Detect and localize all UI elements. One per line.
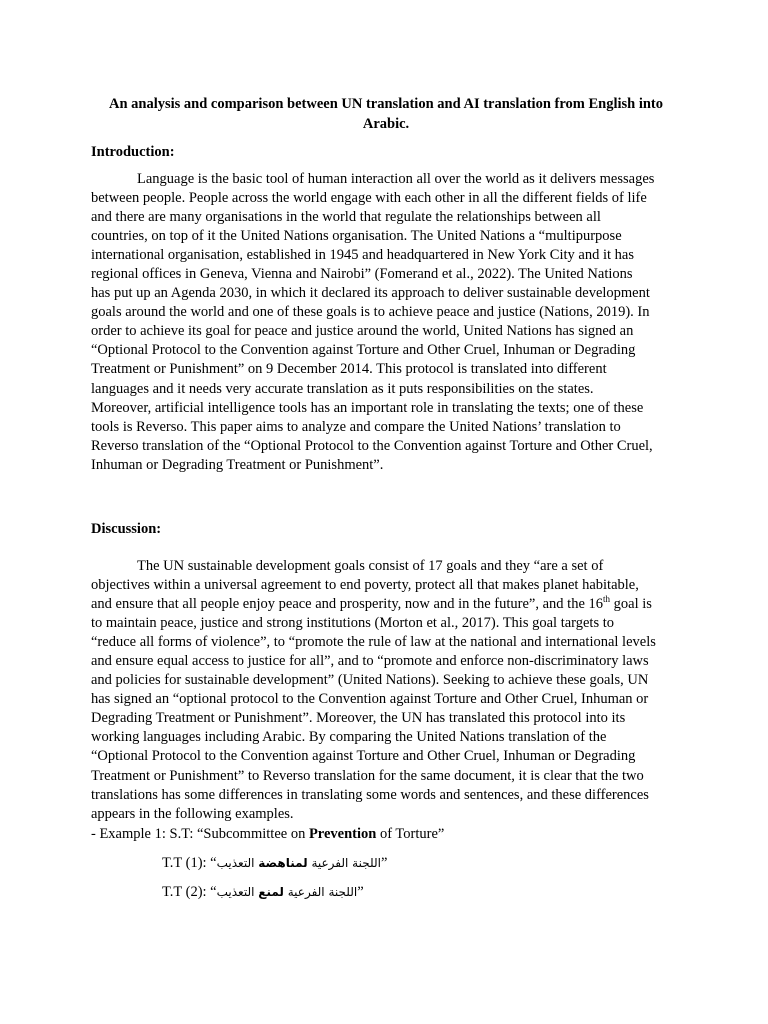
discussion-paragraph [91,557,691,824]
paragraph-line: and ensure equal access to justice for all”, and to “promote and enforce non-discriminatory laws [91,653,649,670]
introduction-heading: Introduction: [91,144,175,160]
example-1-target-2 [162,882,364,902]
paragraph-line: between people. People across the world engage with each other in all the different fields of life [91,190,647,207]
arabic-pre: اللجنة الفرعية [283,885,358,899]
example-1-source [91,824,444,844]
introduction-paragraph [91,170,691,475]
paragraph-line [91,595,691,614]
ordinal-superscript: th [603,594,611,605]
paragraph-line: working languages including Arabic. By comparing the United Nations translation of the [91,729,607,746]
paragraph-line: appears in the following examples. [91,805,294,822]
paragraph-line: has signed an “optional protocol to the Convention against Torture and Other Cruel, Inhuman or [91,691,649,708]
line-text: and ensure that all people enjoy peace and prosperity, now and in the future”, and the 16 [91,596,604,613]
paragraph-line: objectives within a universal agreement to end poverty, protect all that makes planet habitable, [91,577,639,594]
paragraph-line: goals around the world and one of these goals is to achieve peace and justice (Nations, 2019). In [91,304,650,321]
arabic-post: التعذيب [216,856,259,870]
tt-close-quote: ” [357,884,364,900]
arabic-translation [217,856,381,870]
paragraph-line: translations has some differences in translating some words and sentences, and these differences [91,786,649,803]
paragraph-line: regional offices in Geneva, Vienna and Nairobi” (Fomerand et al., 2022). The United Nations [91,266,633,283]
tt-close-quote: ” [380,855,388,871]
paragraph-line: has put up an Agenda 2030, in which it declared its approach to deliver sustainable development [91,285,650,302]
paragraph-line: Treatment or Punishment” to Reverso translation for the same document, it is clear that the two [91,767,644,784]
example-suffix: of Torture” [376,826,445,842]
paragraph-line: “Optional Protocol to the Convention against Torture and Other Cruel, Inhuman or Degrading [91,748,636,765]
paragraph-line: tools is Reverso. This paper aims to analyze and compare the United Nations’ translation to [91,418,621,435]
arabic-post: التعذيب [216,885,259,899]
paragraph-line: international organisation, established in 1945 and headquartered in New York City and it has [91,247,634,264]
paragraph-line: “Optional Protocol to the Convention against Torture and Other Cruel, Inhuman or Degrading [91,342,636,359]
example-bold-term: Prevention [308,826,377,842]
paragraph-line: and there are many organisations in the world that regulate the relationships between all [91,209,601,226]
paragraph-line: to maintain peace, justice and strong institutions (Morton et al., 2017). This goal targets to [91,615,614,632]
arabic-pre: اللجنة الفرعية [307,856,381,870]
document-title: An analysis and comparison between UN translation and AI translation from English into Arabic. [108,96,664,132]
paragraph-line: Treatment or Punishment” on 9 December 2014. This protocol is translated into different [91,361,607,378]
tt-label: T.T (1): “ [162,855,217,871]
paragraph-line: Language is the basic tool of human interaction all over the world as it delivers messages [137,171,655,187]
paragraph-line: Reverso translation of the “Optional Protocol to the Convention against Torture and Other Cruel, [91,437,653,454]
example-prefix: - Example 1: S.T: “Subcommittee on [91,826,309,842]
arabic-bold-term: لمنع [258,885,284,899]
tt-label: T.T (2): “ [162,884,217,900]
discussion-heading: Discussion: [91,521,162,537]
paragraph-line: The UN sustainable development goals consist of 17 goals and they “are a set of [137,558,604,574]
arabic-bold-term: لمناهضة [258,856,308,870]
paragraph-line: and policies for sustainable development” (United Nations). Seeking to achieve these goals, UN [91,672,649,689]
paragraph-line: “reduce all forms of violence”, to “promote the rule of law at the national and international levels [91,634,656,651]
paragraph-line: Moreover, artificial intelligence tools has an important role in translating the texts; one of these [91,399,644,416]
paragraph-line: languages and it needs very accurate translation as it puts responsibilities on the states. [91,380,594,397]
example-1-target-1 [162,853,387,873]
paragraph-line: countries, on top of it the United Nations organisation. The United Nations a “multipurpose [91,228,622,245]
line-text-tail: goal is [610,596,652,613]
arabic-translation [217,885,358,899]
paragraph-line: Degrading Treatment or Punishment”. Moreover, the UN has translated this protocol into its [91,710,626,727]
paragraph-line: order to achieve its goal for peace and justice around the world, United Nations has signed an [91,323,634,340]
paragraph-line: Inhuman or Degrading Treatment or Punishment”. [91,456,384,473]
